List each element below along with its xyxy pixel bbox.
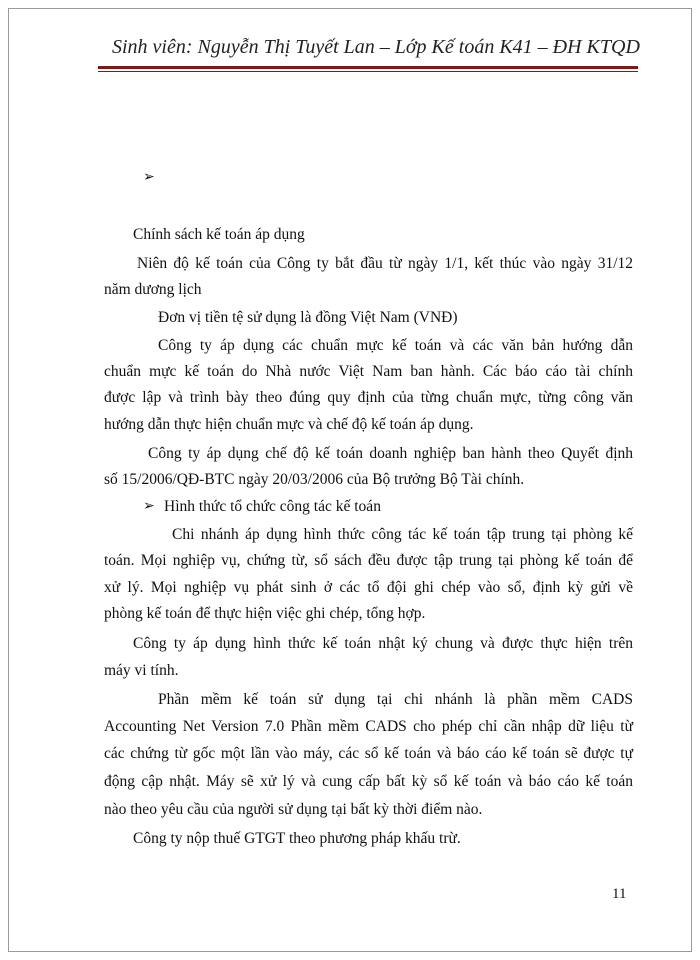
- journal-line-1: Công ty áp dụng hình thức kế toán nhật ký chung và được thực hiện trên: [133, 635, 633, 652]
- branch-line-1: Chi nhánh áp dụng hình thức công tác kế toán tập trung tại phòng kế: [172, 526, 633, 543]
- standards-line-1: Công ty áp dụng các chuẩn mực kế toán và các văn bản hướng dẫn: [158, 337, 633, 354]
- fiscal-year-line-2: năm dương lịch: [104, 281, 202, 298]
- standards-line-2: chuẩn mực kế toán do Nhà nước Việt Nam ban hành. Các báo cáo tài chính: [104, 363, 633, 380]
- regime-line-1: Công ty áp dụng chế độ kế toán doanh nghiệp ban hành theo Quyết định: [148, 445, 633, 462]
- standards-line-4: hướng dẫn thực hiện chuẩn mực và chế độ kế toán áp dụng.: [104, 416, 474, 433]
- running-header: Sinh viên: Nguyễn Thị Tuyết Lan – Lớp Kế toán K41 – ĐH KTQD: [112, 36, 640, 58]
- regime-line-2: số 15/2006/QĐ-BTC ngày 20/03/2006 của Bộ trưởng Bộ Tài chính.: [104, 471, 525, 488]
- arrow-bullet-icon: ➢: [143, 170, 155, 185]
- software-line-4: động cập nhật. Máy sẽ xử lý và cung cấp bất kỳ sổ kế toán và báo cáo kế toán: [104, 773, 633, 790]
- page-number: 11: [612, 886, 627, 902]
- currency-line: Đơn vị tiền tệ sử dụng là đồng Việt Nam (VNĐ): [158, 309, 458, 326]
- organization-heading: Hình thức tổ chức công tác kế toán: [164, 498, 381, 515]
- software-line-2: Accounting Net Version 7.0 Phần mềm CADS cho phép chỉ cần nhập dữ liệu từ: [104, 718, 633, 735]
- fiscal-year-line-1: Niên độ kế toán của Công ty bắt đầu từ ngày 1/1, kết thúc vào ngày 31/12: [137, 255, 633, 272]
- software-line-3: các chứng từ gốc một lần vào máy, các sổ kế toán và báo cáo kế toán sẽ được tự: [104, 745, 633, 762]
- vat-line: Công ty nộp thuế GTGT theo phương pháp khấu trừ.: [133, 830, 461, 847]
- standards-line-3: được lập và trình bày theo đúng quy định của từng chuẩn mực, từng công văn: [104, 389, 633, 406]
- policy-heading: Chính sách kế toán áp dụng: [133, 226, 305, 243]
- arrow-bullet-icon: ➢: [143, 499, 155, 514]
- branch-line-4: phòng kế toán để thực hiện việc ghi chép, tổng hợp.: [104, 605, 426, 622]
- software-line-1: Phần mềm kế toán sử dụng tại chi nhánh là phần mềm CADS: [158, 691, 633, 708]
- branch-line-3: xử lý. Mọi nghiệp vụ phát sinh ở các tổ đội ghi chép vào sổ, định kỳ gửi về: [104, 579, 633, 596]
- journal-line-2: máy vi tính.: [104, 662, 179, 679]
- software-line-5: nào theo yêu cầu của người sử dụng tại bất kỳ thời điểm nào.: [104, 801, 483, 818]
- header-rule-thick: [98, 66, 638, 69]
- header-rule-thin: [98, 71, 638, 72]
- branch-line-2: toán. Mọi nghiệp vụ, chứng từ, sổ sách đều được tập trung tại phòng kế toán để: [104, 552, 633, 569]
